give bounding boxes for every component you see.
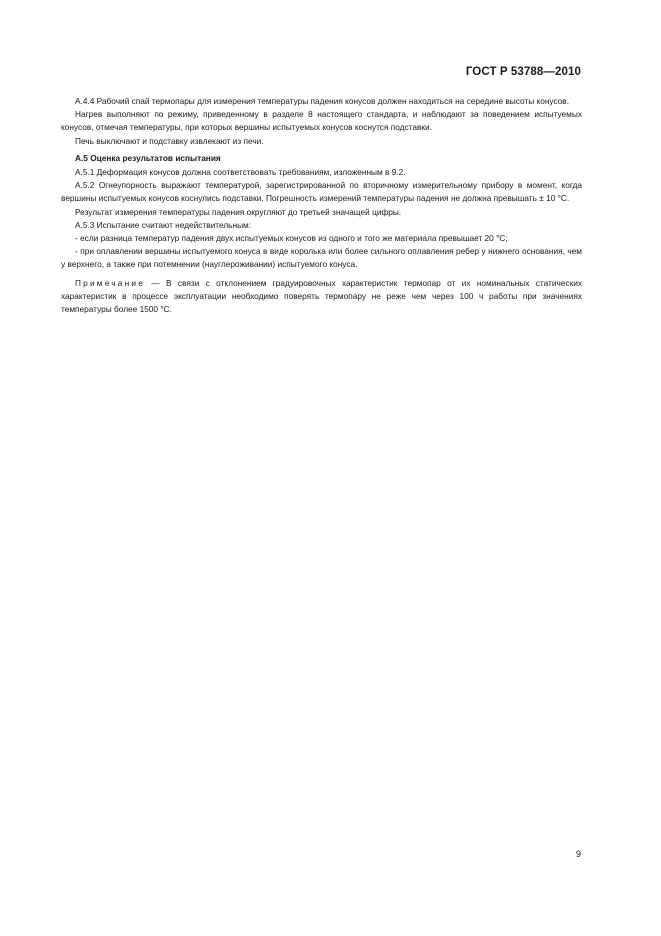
paragraph-heating: Нагрев выполняют по режиму, приведенному в разделе 8 настоящего стандарта, и наблюдают за поведением испытуемых конусов, отмечая температуры, при которых вершины испытуемых конусов коснутся подставки. [61, 109, 582, 133]
paragraph-a53: А.5.3 Испытание считают недействительным: [75, 219, 252, 230]
note-text: — В связи с отклонением градуировочных характеристик термопар от их номинальных статических характеристик в процессе эксплуатации необходимо поверять термопару не реже чем через 100 ч работы при значениях температуры более 1500 °С. [61, 277, 582, 315]
document-body [61, 95, 582, 325]
list-item-temperature-difference: - если разница температур падения двух испытуемых конусов из одного и того же материала превышает 20 °С; [75, 233, 508, 244]
paragraph-rounding: Результат измерения температуры падения округляют до третьей значащей цифры. [75, 206, 402, 217]
paragraph-a52: А.5.2 Огнеупорность выражают температурой, зарегистрированной по вторичному измерительному прибору в момент, когда вершины испытуемых конусов коснулись подставки. Погрешность измерений температуры падения не должна превышать ± 10 °С. [61, 180, 582, 204]
section-title-a5: А.5 Оценка результатов испытания [75, 152, 221, 163]
paragraph-a44: А.4.4 Рабочий спай термопары для измерения температуры падения конусов должен находиться на середине высоты конусов. [75, 96, 570, 106]
paragraph-a51: А.5.1 Деформация конусов должна соответствовать требованиям, изложенным в 9.2. [75, 167, 406, 178]
page-number: 9 [575, 849, 581, 859]
note-label: Примечание [75, 277, 146, 288]
list-item-melting: - при оплавлении вершины испытуемого конуса в виде королька или более сильного оплавления ребер у нижнего основания, чем у верхнего, а также при потемнении (науглероживании) испытуемого конуса. [61, 246, 582, 270]
paragraph-furnace-off: Печь выключают и подставку извлекают из печи. [75, 135, 264, 146]
note [61, 277, 582, 317]
document-designation: ГОСТ Р 53788—2010 [465, 66, 581, 78]
